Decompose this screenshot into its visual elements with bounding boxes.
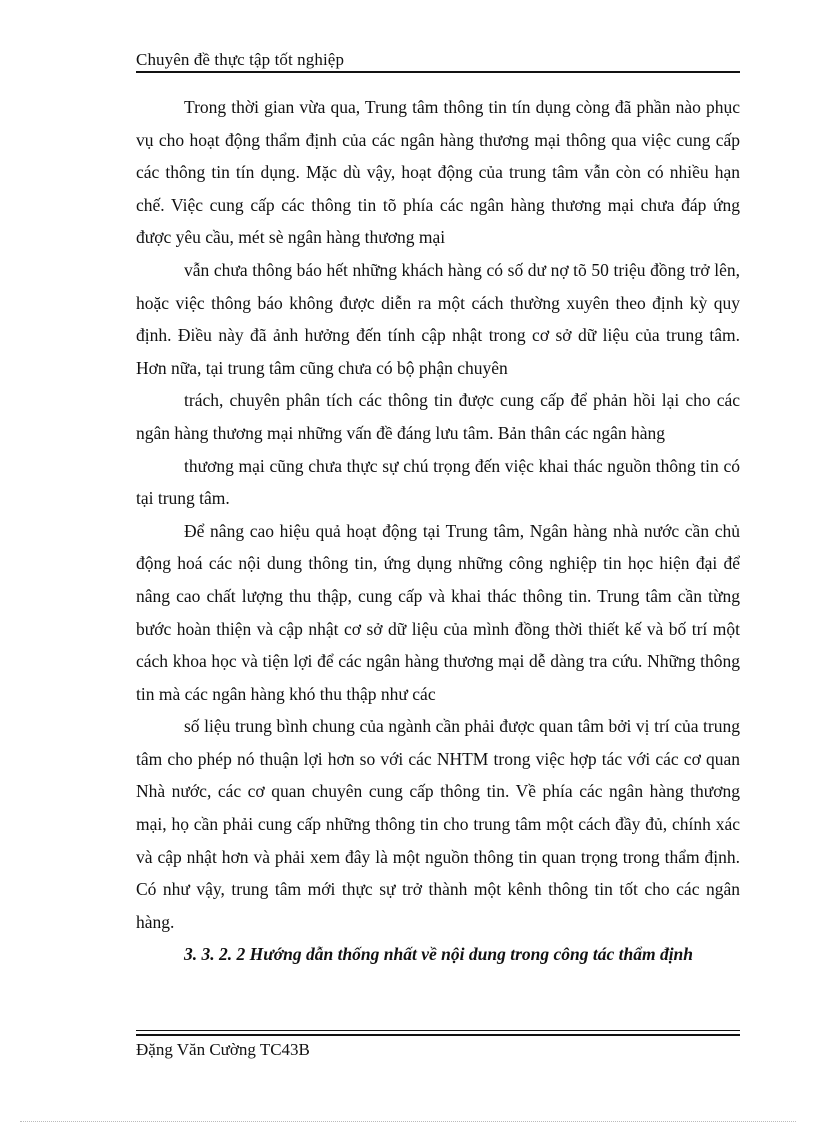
header-divider: [136, 71, 740, 73]
running-header: Chuyên đề thực tập tốt nghiệp: [136, 50, 345, 69]
paragraph: vẫn chưa thông báo hết những khách hàng có số dư nợ tõ 50 triệu đồng trở lên, hoặc việc thông báo không được diễn ra một cách thường xuyên theo định kỳ quy định. Điều này đã ảnh hưởng đến tính cập nhật trong cơ sở dữ liệu của trung tâm. Hơn nữa, tại trung tâm cũng chưa có bộ phận chuyên: [136, 259, 740, 378]
paragraph: số liệu trung bình chung của ngành cần phải được quan tâm bởi vị trí của trung tâm cho phép nó thuận lợi hơn so với các NHTM trong việc hợp tác với các cơ quan Nhà nước, các cơ quan chuyên cung cấp thông tin. Về phía các ngân hàng thương mại, họ cần phải cung cấp những thông tin cho trung tâm một cách đầy đủ, chính xác và cập nhật hơn và phải xem đây là một nguồn thông tin quan trọng trong thẩm định. Có như vậy, trung tâm mới thực sự trở thành một kênh thông tin tốt cho các ngân hàng.: [136, 716, 740, 932]
footer-divider-thin: [136, 1030, 740, 1031]
paragraph: trách, chuyên phân tích các thông tin được cung cấp để phản hồi lại cho các ngân hàng thương mại những vấn đề đáng lưu tâm. Bản thân các ngân hàng: [136, 390, 740, 443]
page-edge-dotted-line: [20, 1121, 796, 1122]
paragraph: thương mại cũng chưa thực sự chú trọng đến việc khai thác nguồn thông tin có tại trung tâm.: [136, 455, 740, 509]
paragraph: Để nâng cao hiệu quả hoạt động tại Trung tâm, Ngân hàng nhà nước cần chủ động hoá các nội dung thông tin, ứng dụng những công nghiệp tin học hiện đại để nâng cao chất lượng thu thập, cung cấp và khai thác thông tin. Trung tâm cần từng bước hoàn thiện và cập nhật cơ sở dữ liệu của mình đồng thời thiết kế và bố trí một cách khoa học và tiện lợi để các ngân hàng thương mại dễ dàng tra cứu. Những thông tin mà các ngân hàng khó thu thập như các: [136, 520, 740, 704]
body-text: [136, 91, 740, 971]
paragraph: Trong thời gian vừa qua, Trung tâm thông tin tín dụng còng đã phần nào phục vụ cho hoạt động thẩm định của các ngân hàng thương mại thông qua việc cung cấp các thông tin tín dụng. Mặc dù vậy, hoạt động của trung tâm vẫn còn có nhiều hạn chế. Việc cung cấp các thông tin tõ phía các ngân hàng thương mại chưa đáp ứng được yêu cầu, mét sè ngân hàng thương mại: [136, 97, 740, 248]
running-footer: Đặng Văn Cường TC43B: [136, 1040, 310, 1059]
footer-divider-thick: [136, 1034, 740, 1036]
section-heading: 3. 3. 2. 2 Hướng dẫn thống nhất về nội dung trong công tác thẩm định: [184, 944, 694, 965]
